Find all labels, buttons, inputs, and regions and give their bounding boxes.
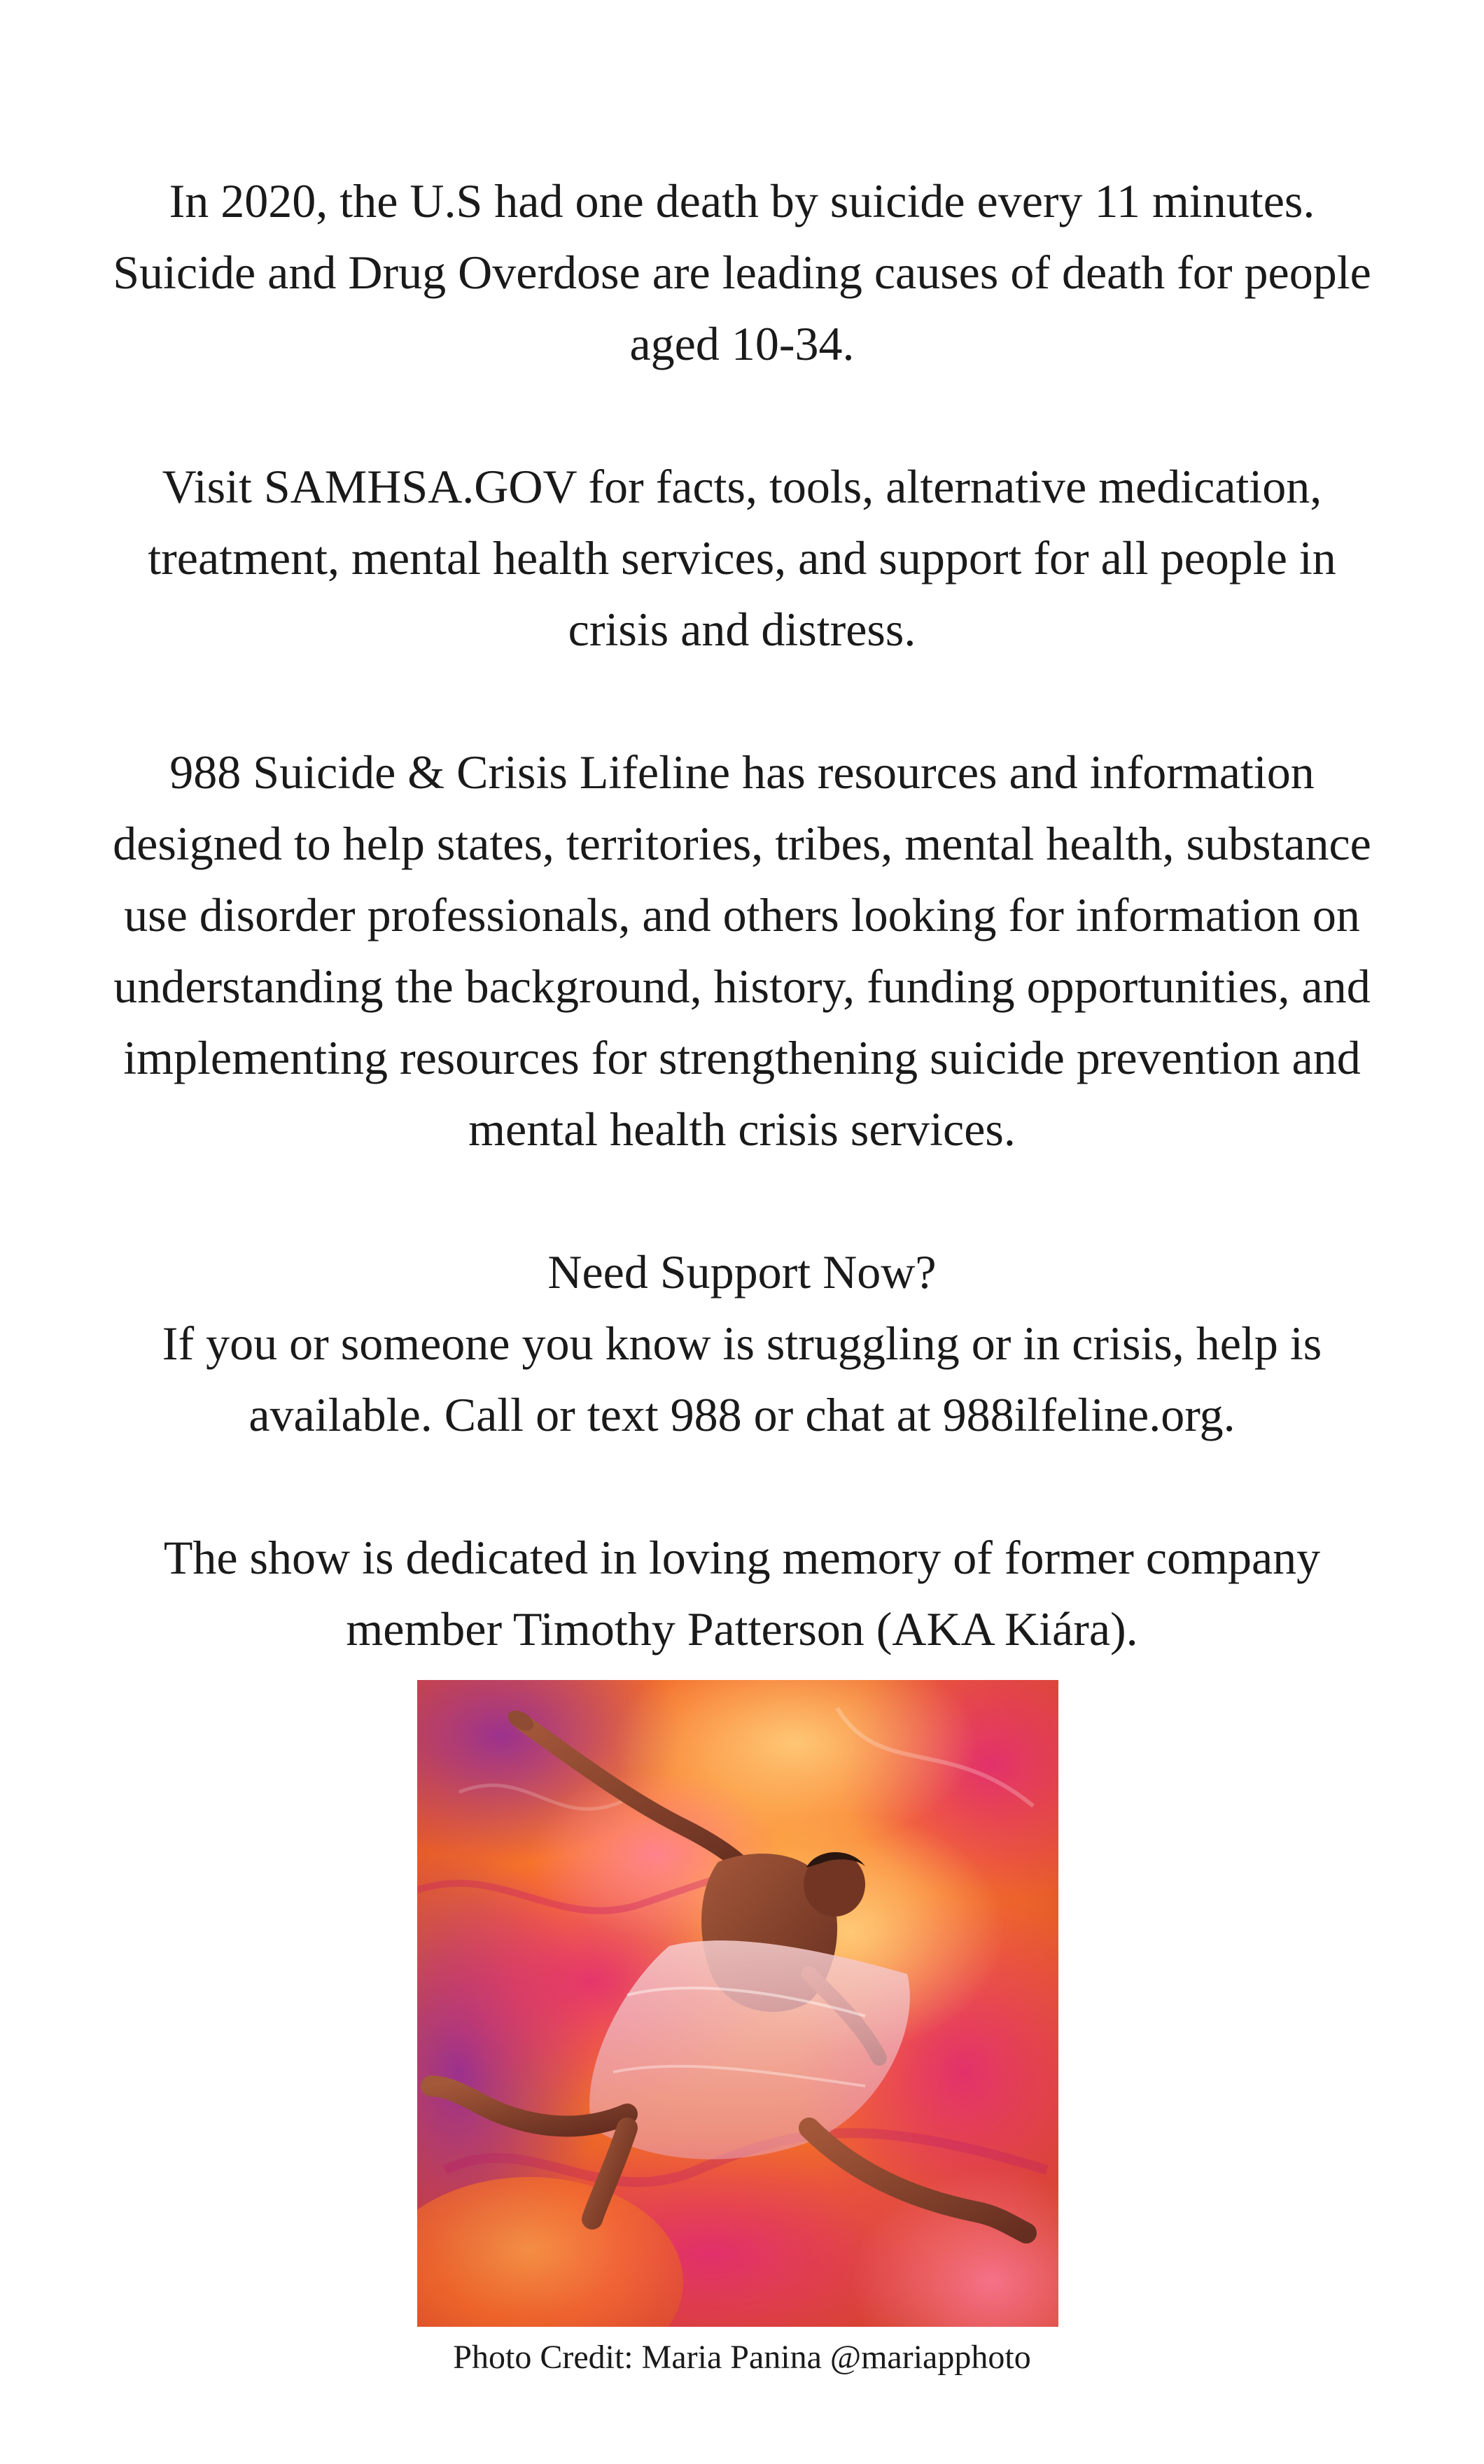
text-line: 988 Suicide & Crisis Lifeline has resources and information bbox=[169, 746, 1315, 799]
text-line: The show is dedicated in loving memory of former company bbox=[163, 1531, 1321, 1584]
text-line: Suicide and Drug Overdose are leading causes of death for people bbox=[113, 246, 1371, 299]
photo-credit: Photo Credit: Maria Panina @mariapphoto bbox=[453, 2339, 1031, 2376]
dancer-photo bbox=[417, 1680, 1058, 2327]
support-heading: Need Support Now? bbox=[547, 1245, 937, 1298]
text-line: available. Call or text 988 or chat at 988ilfeline.org. bbox=[248, 1388, 1236, 1441]
text-line: implementing resources for strengthening suicide prevention and bbox=[123, 1031, 1361, 1084]
text-line: aged 10-34. bbox=[629, 317, 855, 370]
lifeline-paragraph bbox=[42, 736, 1442, 1165]
text-line: If you or someone you know is struggling or in crisis, help is bbox=[162, 1317, 1322, 1370]
text-line: designed to help states, territories, tribes, mental health, substance bbox=[113, 817, 1371, 870]
suicide-statistics-paragraph bbox=[42, 165, 1442, 379]
text-line: understanding the background, history, funding opportunities, and bbox=[113, 960, 1371, 1013]
text-line: crisis and distress. bbox=[568, 603, 916, 656]
text-line: use disorder professionals, and others looking for information on bbox=[124, 888, 1360, 941]
dancer-photo-image bbox=[417, 1680, 1058, 2327]
samhsa-paragraph bbox=[42, 451, 1442, 665]
need-support-paragraph bbox=[42, 1236, 1442, 1450]
text-line: In 2020, the U.S had one death by suicide every 11 minutes. bbox=[169, 174, 1315, 227]
text-line: treatment, mental health services, and support for all people in bbox=[148, 531, 1336, 584]
text-line: Visit SAMHSA.GOV for facts, tools, alternative medication, bbox=[162, 460, 1322, 513]
text-line: member Timothy Patterson (AKA Kiára). bbox=[346, 1602, 1138, 1656]
dedication-paragraph bbox=[42, 1522, 1442, 1665]
text-line: mental health crisis services. bbox=[468, 1102, 1016, 1156]
memorial-text bbox=[42, 165, 1442, 1665]
